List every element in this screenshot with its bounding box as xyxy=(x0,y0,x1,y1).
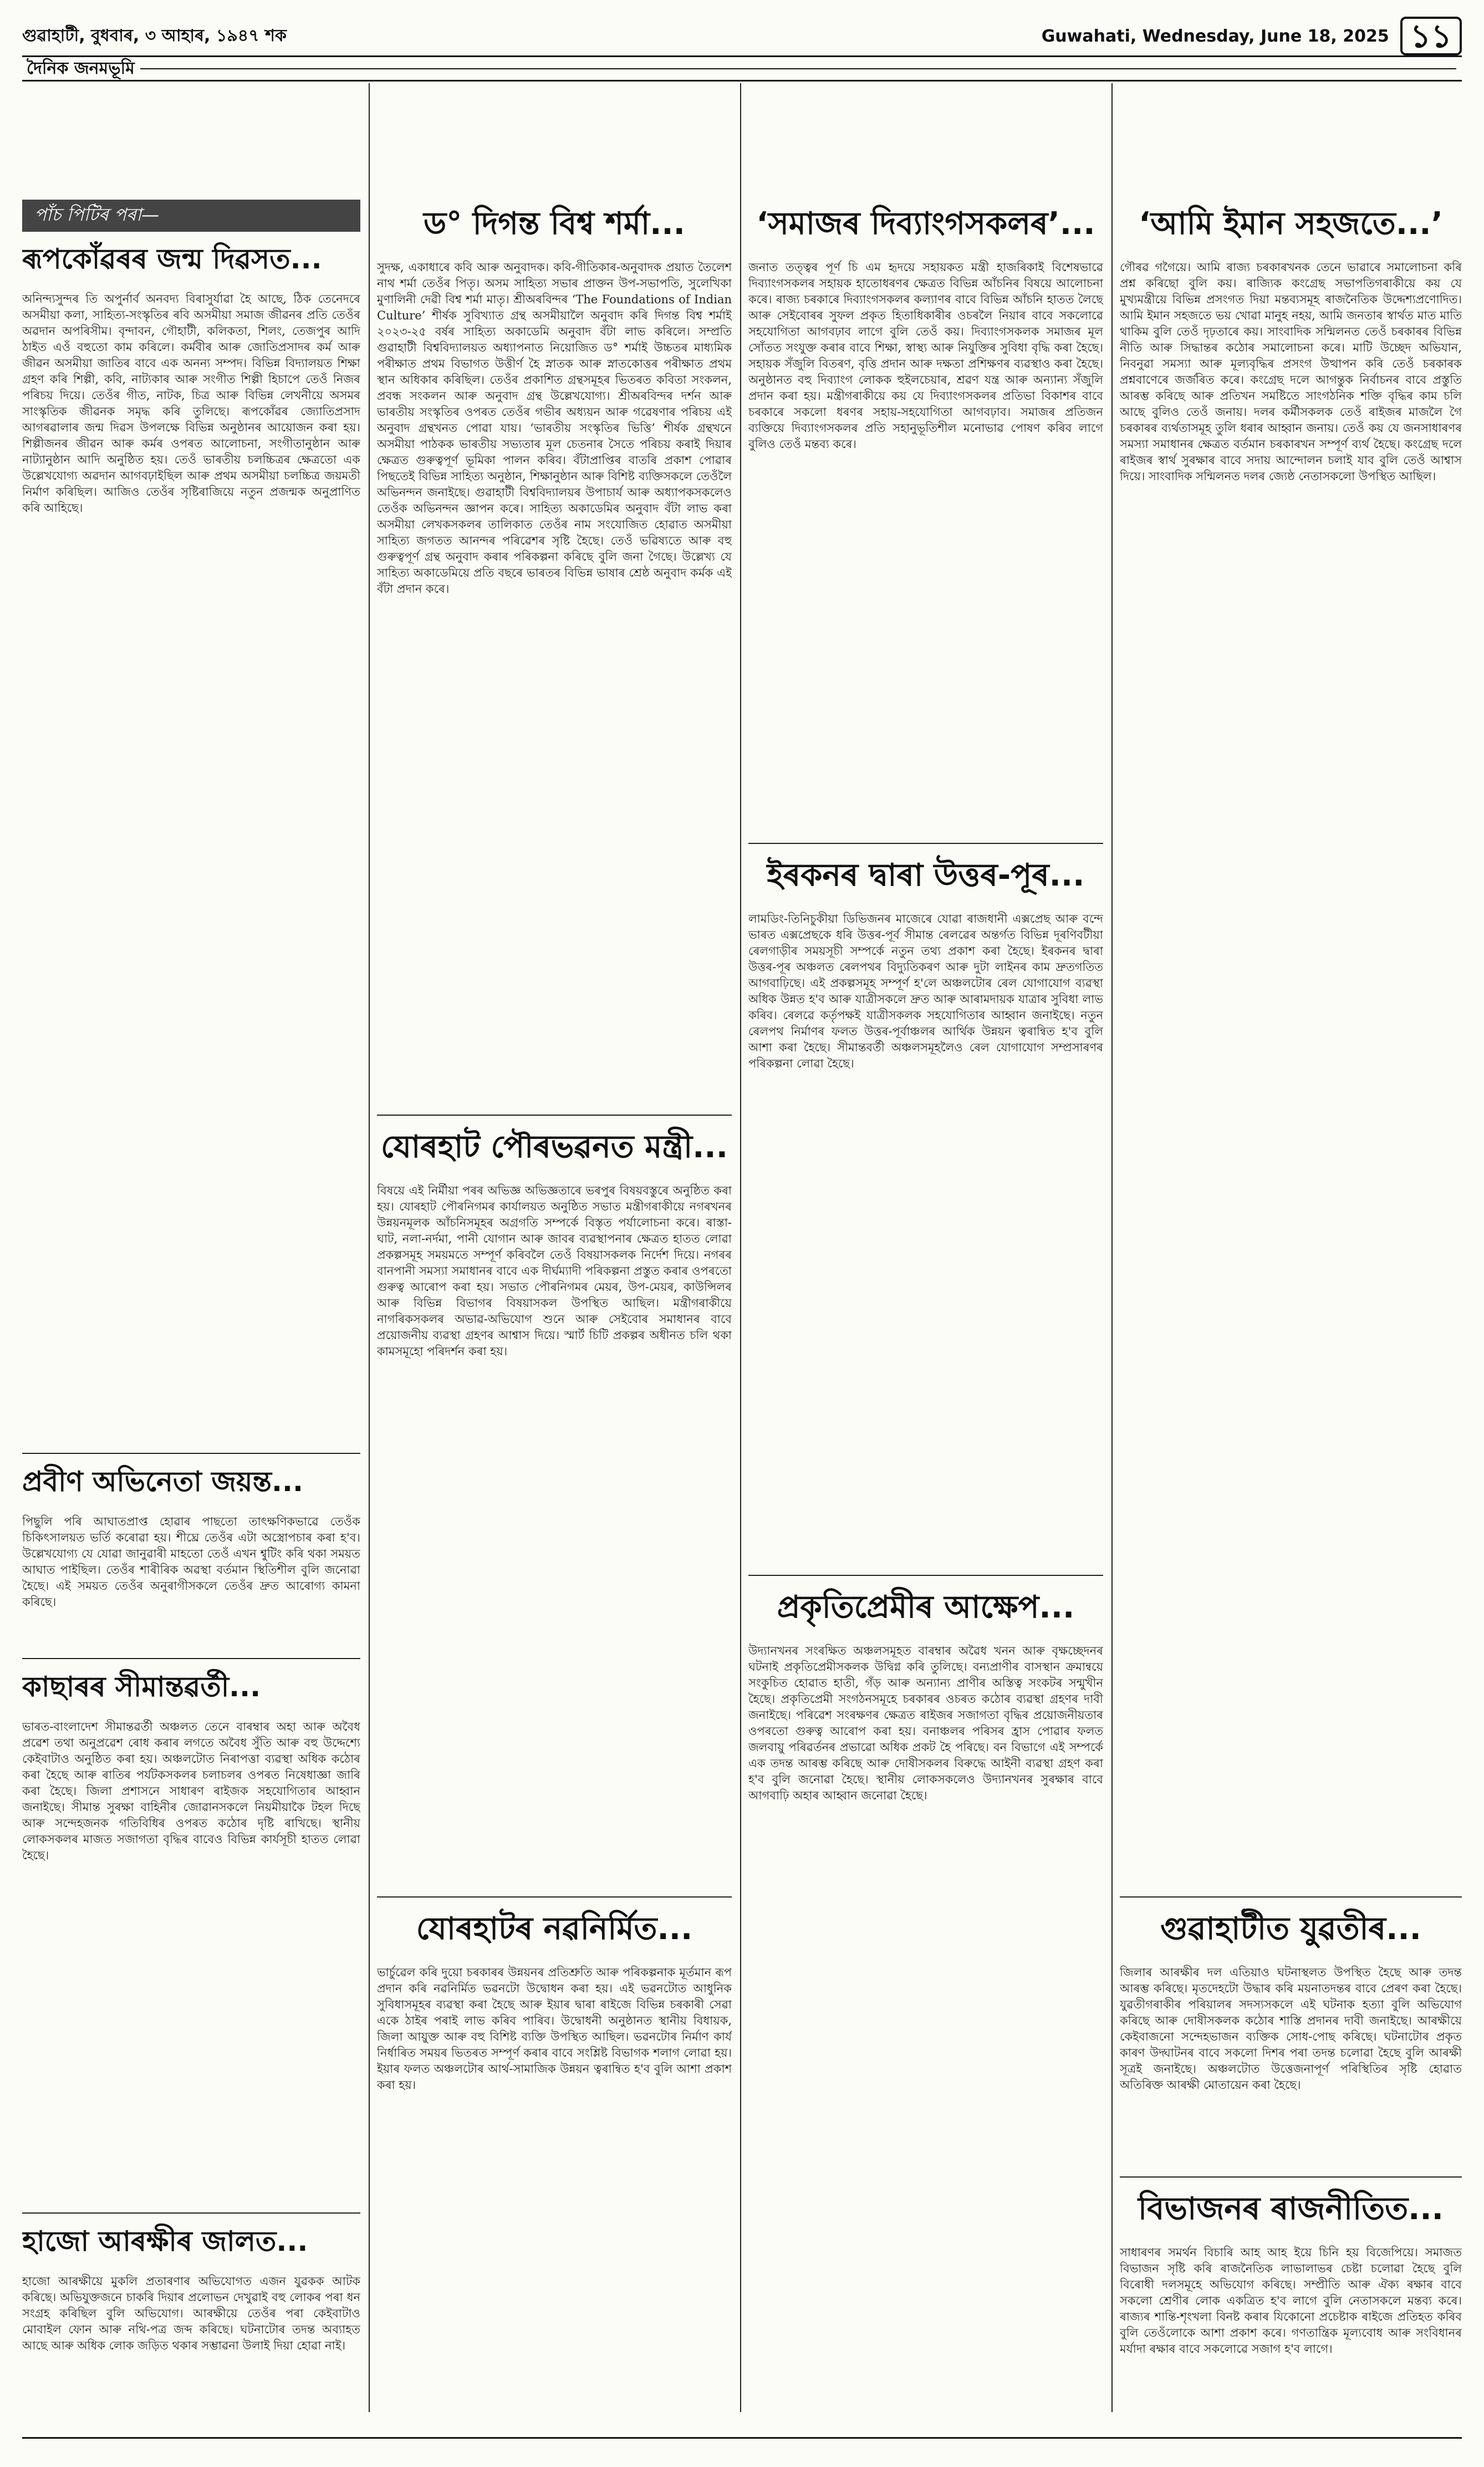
headline: হাজো আৰক্ষীৰ জালত... xyxy=(22,2225,308,2257)
story-incoming xyxy=(748,851,1103,1582)
story-divider xyxy=(377,1896,732,1898)
story-divider xyxy=(1120,1896,1462,1898)
story-divider xyxy=(377,1115,732,1116)
paper-name-band xyxy=(22,58,1462,82)
headline: প্ৰবীণ অভিনেতা জয়ন্ত... xyxy=(22,1466,303,1498)
band-rule xyxy=(140,68,1456,69)
headline: কাছাৰৰ সীমান্তৱৰ্তী... xyxy=(22,1671,261,1703)
page-number: ১১ xyxy=(1400,17,1462,55)
story-body: লামডিং-তিনিচুকীয়া ডিভিজনৰ মাজেৰে যোৱা ৰাজধানী এক্সপ্ৰেছ আৰু বন্দে ভাৰত এক্সপ্ৰেছকে ধৰি উত্তৰ-পূৰ্ব সীমান্ত ৰেলৱেৰ অন্তৰ্গত বিভিন্ন দূৰণিবটীয়া ৰেলগাড়ীৰ সময়সূচী সম্পৰ্কে নতুন তথ্য প্ৰকাশ কৰা হৈছে। ইৰকনৰ দ্বাৰা উত্তৰ-পূৰ অঞ্চলত ৰেলপথৰ বিদ্যুতিকৰণ আৰু দুটা লাইনৰ কাম দ্ৰুতগতিত আগবাঢ়িছে। এই প্ৰকল্পসমূহ সম্পূৰ্ণ হ'লে অঞ্চলটোৰ ৰেল যোগাযোগ ব্যৱস্থা অধিক উন্নত হ'ব আৰু যাত্ৰীসকলে দ্ৰুত আৰু আৰামদায়ক যাত্ৰাৰ সুবিধা লাভ কৰিব। ৰেলৱে কৰ্তৃপক্ষই যাত্ৰীসকলক সহযোগিতাৰ আহ্বান জনাইছে। নতুন ৰেলপথ নিৰ্মাণৰ ফলত উত্তৰ-পূৰ্বাঞ্চলৰ আৰ্থিক উন্নয়ন ত্বৰান্বিত হ'ব বুলি আশা কৰা হৈছে। সীমান্তবৰ্তী অঞ্চলসমূহলৈও ৰেল যোগাযোগ সম্প্ৰসাৰণৰ পৰিকল্পনা লোৱা হৈছে। xyxy=(748,912,1103,1070)
story-body: গৌৰৱ গগৈয়ে। আমি ৰাজ্য চৰকাৰখনক তেনে ভাৱাৰে সমালোচনা কৰি প্ৰশ্ন কৰিছো বুলি কয়। ৰাজ্যিক কংগ্ৰেছ সভাপতিগৰাকীয়ে কয় যে মুখ্যমন্ত্ৰীয়ে বিভিন্ন প্ৰসংগত দিয়া মন্তব্যসমূহ ৰাজনৈতিক উদ্দেশ্যপ্ৰণোদিত। আমি ইমান সহজতে ভয় খোৱা মানুহ নহয়, আমি জনতাৰ স্বাৰ্থত মাত মাতি থাকিম বুলি তেওঁ দৃঢ়তাৰে কয়। সাংবাদিক সন্মিলনত তেওঁ চৰকাৰৰ বিভিন্ন নীতি আৰু সিদ্ধান্তৰ কঠোৰ সমালোচনা কৰে। মাটি উচ্ছেদ অভিযান, নিবনুৱা সমস্যা আৰু মূল্যবৃদ্ধিৰ প্ৰসংগ উত্থাপন কৰি তেওঁ চৰকাৰক প্ৰশ্নবাণেৰে জৰ্জৰিত কৰে। কংগ্ৰেছ দলে আগন্তুক নিৰ্বাচনৰ বাবে প্ৰস্তুতি আৰম্ভ কৰিছে আৰু প্ৰতিখন সমষ্টিতে সাংগঠনিক শক্তি বৃদ্ধিৰ কাম চলি আছে বুলিও তেওঁ জনায়। দলৰ কৰ্মীসকলক তেওঁ ৰাইজৰ মাজলৈ গৈ চৰকাৰৰ ব্যৰ্থতাসমূহ তুলি ধৰাৰ আহ্বান জনায়। তেওঁ কয় যে জনসাধাৰণৰ সমস্যা সমাধানৰ ক্ষেত্ৰত বৰ্তমান চৰকাৰখন সম্পূৰ্ণ ব্যৰ্থ হৈছে। কংগ্ৰেছ দলে ৰাইজৰ স্বাৰ্থ সুৰক্ষাৰ বাবে সদায় আন্দোলন চলাই যাব বুলি তেওঁ আশ্বাস দিয়ে। সাংবাদিক সন্মিলনত দলৰ জ্যেষ্ঠ নেতাসকলো উপস্থিত আছিল। xyxy=(1120,261,1462,483)
column-divider xyxy=(369,83,370,2412)
story-divider xyxy=(22,2212,360,2214)
headline: গুৱাহাটীত যুৱতীৰ... xyxy=(1160,1911,1421,1947)
story-body: অনিন্দ্যসুন্দৰ তি অপুৰ্নাৰ্ব অনবদ্য বিৰাসুৰ্যাৱা হৈ আছে, ঠিক তেনেদৰে অসমীয়া কলা, সাহিত্য-সংস্কৃতিৰ ৰবি অসমীয়া সমাজ জীৱনৰ প্ৰতি তেওঁৰ অৱদান অপৰিসীম। বৃন্দাবন, গৌহাটী, কলিকতা, শিলং, তেজপুৰ আদি ঠাইত এওঁ বহুতো কাম কৰিলে। কৰ্মবীৰ আৰু জোতিপ্ৰসাদৰ কৰ্ম আৰু জীৱন অসমীয়া জাতিৰ বাবে এক অনন্য সম্পদ। বিভিন্ন বিদ্যালয়ত শিক্ষা গ্ৰহণ কৰি শিল্পী, কবি, নাট্যকাৰ আৰু সংগীত শিল্পী হিচাপে তেওঁ নিজৰ পৰিচয় দিয়ে। তেওঁৰ গীত, নাটক, চিত্ৰ আৰু বিভিন্ন লেখনীয়ে অসমৰ সাংস্কৃতিক জীৱনক সমৃদ্ধ কৰি তুলিছে। ৰূপকোঁৱৰ জ্যোতিপ্ৰসাদ আগৰৱালাৰ জন্ম দিৱস উপলক্ষে বিভিন্ন অনুষ্ঠানৰ আয়োজন কৰা হয়। শিল্পীজনৰ জীৱন আৰু কৰ্মৰ ওপৰত আলোচনা, সংগীতানুষ্ঠান আৰু নাট্যানুষ্ঠান আদি অনুষ্ঠিত হয়। তেওঁ ভাৰতীয় চলচ্চিত্ৰৰ ক্ষেত্ৰতো এক উল্লেখযোগ্য অৱদান আগবঢ়াইছিল আৰু প্ৰথম অসমীয়া চলচ্চিত্ৰ জয়মতী নিৰ্মাণ কৰিছিল। আজিও তেওঁৰ সৃষ্টিৰাজিয়ে নতুন প্ৰজন্মক অনুপ্ৰাণিত কৰি আহিছে। xyxy=(22,292,360,515)
story-jayanta xyxy=(22,1461,360,1664)
headline: যোৰহাট পৌৰভৱনত মন্ত্ৰী... xyxy=(381,1129,728,1165)
story-body: ভাৰত-বাংলাদেশ সীমান্তৱৰ্তী অঞ্চলত তেনে বাৰম্বাৰ অহা আৰু অবৈধ প্ৰৱেশ তথা অনুপ্ৰৱেশ ৰোধ কৰাৰ লগতে অবৈধ সুঁতি আৰু বহু উদ্দেশ্যে কেইবাটাও অনুষ্ঠিত কৰা হয়। অঞ্চলটোত নিৰাপত্তা ব্যৱস্থা অধিক কঠোৰ কৰা হৈছে আৰু ৰাতিৰ পৰ্যটকসকলৰ চলাচলৰ ওপৰত নিষেধাজ্ঞা জাৰি কৰা হৈছে। জিলা প্ৰশাসনে সাধাৰণ ৰাইজক সহযোগিতাৰ আহ্বান জনাইছে। সীমান্ত সুৰক্ষা বাহিনীৰ জোৱানসকলে নিয়মীয়াকৈ টহল দিছে আৰু সন্দেহজনক গতিবিধিৰ ওপৰত কঠোৰ দৃষ্টি ৰাখিছে। স্থানীয় লোকসকলৰ মাজত সজাগতা বৃদ্ধিৰ বাবেও বিভিন্ন কাৰ্যসূচী হাতত লোৱা হৈছে। xyxy=(22,1720,360,1862)
story-jorhat-minister xyxy=(377,1123,732,1904)
story-body: জিলাৰ আৰক্ষীৰ দল এতিয়াও ঘটনাস্থলত উপস্থিত হৈছে আৰু তদন্ত আৰম্ভ কৰিছে। মৃতদেহটো উদ্ধাৰ কৰি ময়নাতদন্তৰ বাবে প্ৰেৰণ কৰা হৈছে। যুৱতীগৰাকীৰ পৰিয়ালৰ সদস্যসকলে এই ঘটনাক হত্যা বুলি অভিযোগ কৰিছে আৰু দোষীসকলক কঠোৰ শাস্তি প্ৰদানৰ দাবী জনাইছে। আৰক্ষীয়ে কেইবাজনো সন্দেহভাজন ব্যক্তিক সোধ-পোছ কৰিছে। ঘটনাটোৰ প্ৰকৃত কাৰণ উদ্ঘাটনৰ বাবে সকলো দিশৰ পৰা তদন্ত চলোৱা হৈছে বুলি আৰক্ষী সূত্ৰই জনাইছে। অঞ্চলটোত উত্তেজনাপূৰ্ণ পৰিস্থিতিৰ সৃষ্টি হোৱাত অতিৰিক্ত আৰক্ষী মোতায়েন কৰা হৈছে। xyxy=(1120,1966,1462,2092)
story-body: সাধাৰণৰ সমৰ্থন বিচাৰি আহ আহ ইয়ে চিনি হয় বিজেপিয়ে। সমাজত বিভাজন সৃষ্টি কৰি ৰাজনৈতিক লাভালাভৰ চেষ্টা চলোৱা হৈছে বুলি বিৰোধী দলসমূহে অভিযোগ কৰিছে। সম্প্ৰীতি আৰু ঐক্য ৰক্ষাৰ বাবে সকলো শ্ৰেণীৰ লোক একত্ৰিত হ'ব লাগে বুলি নেতাসকলে মন্তব্য কৰে। ৰাজ্যৰ শান্তি-শৃংখলা বিনষ্ট কৰাৰ যিকোনো প্ৰচেষ্টাক ৰাইজে প্ৰতিহত কৰিব বুলি তেওঁলোকে আশা প্ৰকাশ কৰে। গণতান্ত্ৰিক মূল্যবোধ আৰু সংবিধানৰ মৰ্যাদা ৰক্ষাৰ বাবে সকলোৱে সজাগ হ'ব লাগে। xyxy=(1120,2246,1462,2356)
story-divider xyxy=(22,1658,360,1659)
story-body: পিছুলি পৰি আঘাতপ্ৰাপ্ত হোৱাৰ পাছতো তাৎক্ষণিকভাৱে তেওঁক চিকিৎসালয়ত ভৰ্তি কৰোৱা হয়। শীঘ্ৰে তেওঁৰ এটা অস্ত্ৰোপচাৰ কৰা হ'ব। উল্লেখযোগ্য যে যোৱা জানুৱাৰী মাহতো তেওঁ এখন শ্বুটিং কৰি থকা সময়ত আঘাত পাইছিল। তেওঁৰ শাৰীৰিক অৱস্থা বৰ্তমান স্থিতিশীল বুলি জনোৱা হৈছে। এই সময়ত তেওঁৰ অনুৰাগীসকলে তেওঁৰ দ্ৰুত আৰোগ্য কামনা কৰিছে। xyxy=(22,1515,360,1609)
story-divyang xyxy=(748,200,1103,847)
headline: ‘আমি ইমান সহজতে...’ xyxy=(1139,206,1443,242)
paper-name: দৈনিক জনমভূমি xyxy=(27,58,135,78)
story-iman xyxy=(1120,200,1462,1901)
headline: ড° দিগন্ত বিশ্ব শৰ্মা... xyxy=(424,206,685,242)
story-divider xyxy=(748,1575,1103,1576)
headline: ইৰকনৰ দ্বাৰা উত্তৰ-পূৰ... xyxy=(767,857,1085,893)
headline: ৰূপকোঁৱৰৰ জন্ম দিৱসত... xyxy=(22,243,322,275)
section-label: পাঁচ পিটিৰ পৰা— xyxy=(22,200,360,232)
story-jorhat-construction xyxy=(377,1905,732,2441)
story-divider xyxy=(748,843,1103,844)
story-police xyxy=(22,2221,360,2440)
story-digant xyxy=(377,200,732,1125)
story-body: সুদক্ষ, একাধাৰে কবি আৰু অনুবাদক। কবি-গীতিকাৰ-অনুবাদক প্ৰয়াত তৈলেশ নাথ শৰ্মা তেওঁৰ পিতৃ। অসম সাহিত্য সভাৰ প্ৰাক্তন উপ-সভাপতি, সুলেখিকা মুণালিনী দেৱী বিশ্ব শৰ্মা মাতৃ। শ্ৰীঅৰবিন্দৰ ‘The Foundations of Indian Culture’ শীৰ্ষক সুবিখ্যাত গ্ৰন্থ অসমীয়ালৈ অনুবাদ কৰি দিগন্ত বিশ্ব শৰ্মাই ২০২৩-২৫ বৰ্ষৰ সাহিত্য অকাডেমি অনুবাদ বঁটা লাভ কৰিলে। সম্প্ৰতি গুৱাহাটী বিশ্ববিদ্যালয়ত অধ্যাপনাত নিয়োজিত ড° শৰ্মাই উচ্চতৰ মাধ্যমিক পৰীক্ষাত প্ৰথম বিভাগত উত্তীৰ্ণ হৈ স্নাতক আৰু স্নাতকোত্তৰ পৰীক্ষাত প্ৰথম স্থান অধিকাৰ কৰিছিল। তেওঁৰ প্ৰকাশিত গ্ৰন্থসমূহৰ ভিতৰত কবিতা সংকলন, প্ৰবন্ধ সংকলন আৰু অনুবাদ গ্ৰন্থ উল্লেখযোগ্য। শ্ৰীঅৰবিন্দৰ দৰ্শন আৰু ভাৰতীয় সংস্কৃতিৰ ওপৰত তেওঁৰ গভীৰ অধ্যয়ন আৰু গৱেষণাৰ পৰিচয় এই অনুবাদ গ্ৰন্থখনত পোৱা যায়। ‘ভাৰতীয় সংস্কৃতিৰ ভিত্তি’ শীৰ্ষক গ্ৰন্থখনে অসমীয়া পাঠকক ভাৰতীয় সভ্যতাৰ মূল চেতনাৰ সৈতে পৰিচয় কৰাই দিয়াৰ ক্ষেত্ৰত গুৰুত্বপূৰ্ণ ভূমিকা পালন কৰিব। বঁটাপ্ৰাপ্তিৰ বাতৰি প্ৰকাশ পোৱাৰ পিছতেই বিভিন্ন সাহিত্য অনুষ্ঠান, শিক্ষানুষ্ঠান আৰু বিশিষ্ট ব্যক্তিসকলে তেওঁলৈ অভিনন্দন জনাইছে। গুৱাহাটী বিশ্ববিদ্যালয়ৰ উপাচাৰ্য আৰু অধ্যাপকসকলেও তেওঁক অভিনন্দন জ্ঞাপন কৰে। সাহিত্য অকাডেমিৰ অনুবাদ বঁটা লাভ কৰা অসমীয়া লেখকসকলৰ তালিকাত তেওঁৰ নাম সংযোজিত হোৱাত অসমীয়া সাহিত্য জগতত আনন্দৰ পৰিৱেশৰ সৃষ্টি হৈছে। তেওঁ ভৱিষ্যতে আৰু বহু গুৰুত্বপূৰ্ণ গ্ৰন্থ অনুবাদ কৰাৰ পৰিকল্পনা কৰিছে বুলি জনা গৈছে। উল্লেখ্য যে সাহিত্য অকাডেমিয়ে প্ৰতি বছৰে ভাৰতৰ বিভিন্ন ভাষাৰ শ্ৰেষ্ঠ অনুবাদ কৰ্মক এই বঁটা প্ৰদান কৰে। xyxy=(377,261,732,596)
story-body: ভাৰ্চুৱেল কৰি দুয়ো চৰকাৰৰ উন্নয়নৰ প্ৰতিশ্ৰুতি আৰু পৰিকল্পনাক মূৰ্তমান ৰূপ প্ৰদান কৰি নৱনিৰ্মিত ভৱনটো উদ্বোধন কৰা হয়। এই ভৱনটোত আধুনিক সুবিধাসমূহৰ ব্যৱস্থা কৰা হৈছে আৰু ইয়াৰ দ্বাৰা ৰাইজে বিভিন্ন চৰকাৰী সেৱা একে ঠাইৰ পৰাই লাভ কৰিব পাৰিব। উদ্বোধনী অনুষ্ঠানত স্থানীয় বিধায়ক, জিলা আয়ুক্ত আৰু বহু বিশিষ্ট ব্যক্তি উপস্থিত আছিল। ভৱনটোৰ নিৰ্মাণ কাৰ্য নিৰ্ধাৰিত সময়ৰ ভিতৰত সম্পূৰ্ণ কৰাৰ বাবে সংশ্লিষ্ট বিভাগক শলাগ লোৱা হয়। ইয়াৰ ফলত অঞ্চলটোৰ আৰ্থ-সামাজিক উন্নয়ন ত্বৰান্বিত হ'ব বুলি আশা প্ৰকাশ কৰা হয়। xyxy=(377,1966,732,2092)
column-divider xyxy=(1111,83,1113,2412)
headline: বিভাজনৰ ৰাজনীতিত... xyxy=(1138,2191,1444,2227)
story-body: হাজো আৰক্ষীয়ে মুকলি প্ৰতাৰণাৰ অভিযোগত এজন যুৱকক আটক কৰিছে। অভিযুক্তজনে চাকৰি দিয়াৰ প্ৰলোভন দেখুৱাই বহু লোকৰ পৰা ধন সংগ্ৰহ কৰিছিল বুলি অভিযোগ। আৰক্ষীয়ে তেওঁৰ পৰা কেইবাটাও মোবাইল ফোন আৰু নথি-পত্ৰ জব্দ কৰিছে। ঘটনাটোৰ তদন্ত অব্যাহত আছে আৰু অধিক লোক জড়িত থকাৰ সম্ভাৱনা উলাই দিয়া হোৱা নাই। xyxy=(22,2275,360,2352)
page-bottom-rule xyxy=(22,2437,1462,2439)
english-date: Guwahati, Wednesday, June 18, 2025 xyxy=(1041,26,1389,46)
column-divider xyxy=(740,83,741,2412)
story-divider xyxy=(1120,2176,1462,2178)
story-body: জনাত তত্ত্বৰ পূৰ্ণ চি এম হৃদয়ে সহায়কত মন্ত্ৰী হাজৰিকাই বিশেষভাৱে দিব্যাংগসকলৰ সহায়ক হাতোধৰণৰ ক্ষেত্ৰত বিভিন্ন আঁচনিৰ বিষয়ে আলোচনা কৰে। ৰাজ্য চৰকাৰে দিব্যাংগসকলৰ কল্যাণৰ বাবে বিভিন্ন আঁচনি হাতত লৈছে আৰু সেইবোৰৰ সুফল প্ৰকৃত হিতাধিকাৰীৰ ওচৰলৈ নিয়াৰ বাবে সকলোৱে সহযোগিতা আগবঢ়াব লাগে বুলি তেওঁ কয়। দিব্যাংগসকলক সমাজৰ মূল সোঁতত সংযুক্ত কৰাৰ বাবে শিক্ষা, স্বাস্থ্য আৰু নিযুক্তিৰ সুবিধা বৃদ্ধি কৰা হৈছে। সহায়ক সঁজুলি বিতৰণ, বৃত্তি প্ৰদান আৰু দক্ষতা প্ৰশিক্ষণৰ ব্যৱস্থাও কৰা হৈছে। অনুষ্ঠানত বহু দিব্যাংগ লোকক হুইলচেয়াৰ, শ্ৰৱণ যন্ত্ৰ আৰু অন্যান্য সঁজুলি প্ৰদান কৰা হয়। মন্ত্ৰীগৰাকীয়ে কয় যে দিব্যাংগসকলৰ প্ৰতিভা বিকাশৰ বাবে চৰকাৰে সকলো ধৰণৰ সহায়-সহযোগিতা আগবঢ়াব। সমাজৰ প্ৰতিজন ব্যক্তিয়ে দিব্যাংগসকলৰ প্ৰতি সহানুভূতিশীল মনোভাৱ পোষণ কৰিব লাগে বুলিও তেওঁ মন্তব্য কৰে। xyxy=(748,261,1103,451)
story-division xyxy=(1120,2185,1462,2439)
headline: ‘সমাজৰ দিব্যাংগসকলৰ’... xyxy=(756,206,1095,242)
story-woman xyxy=(1120,1905,1462,2181)
story-body: উদ্যানখনৰ সংৰক্ষিত অঞ্চলসমূহত বাৰম্বাৰ অৱৈধ খনন আৰু বৃক্ষচ্ছেদনৰ ঘটনাই প্ৰকৃতিপ্ৰেমীসকলক উদ্বিগ্ন কৰি তুলিছে। বন্যপ্ৰাণীৰ বাসস্থান ক্ৰমান্বয়ে সংকুচিত হোৱাত হাতী, গঁড় আৰু অন্যান্য প্ৰাণীৰ অস্তিত্ব সংকটৰ সন্মুখীন হৈছে। প্ৰকৃতিপ্ৰেমী সংগঠনসমূহে চৰকাৰৰ ওচৰত কঠোৰ ব্যৱস্থা গ্ৰহণৰ দাবী জনাইছে। পৰিৱেশ সংৰক্ষণৰ ক্ষেত্ৰত ৰাইজৰ সজাগতা বৃদ্ধিৰ প্ৰয়োজনীয়তাৰ ওপৰতো গুৰুত্ব আৰোপ কৰা হয়। বনাঞ্চলৰ পৰিসৰ হ্ৰাস পোৱাৰ ফলত জলবায়ু পৰিৱৰ্তনৰ প্ৰভাৱো অধিক প্ৰকট হৈ পৰিছে। বন বিভাগে এই সম্পৰ্কে এক তদন্ত আৰম্ভ কৰিছে আৰু দোষীসকলৰ বিৰুদ্ধে আইনী ব্যৱস্থা গ্ৰহণ কৰা হ'ব বুলি জনোৱা হৈছে। স্থানীয় লোকসকলেও উদ্যানখনৰ সুৰক্ষাৰ বাবে আগবাঢ়ি অহাৰ আহ্বান জনোৱা হৈছে। xyxy=(748,1644,1103,1802)
story-nature xyxy=(748,1583,1103,2441)
date-block xyxy=(1042,17,1462,55)
story-cachar xyxy=(22,1666,360,2229)
headline: প্ৰকৃতিপ্ৰেমীৰ আক্ষেপ... xyxy=(777,1589,1075,1625)
headline: যোৰহাটৰ নৱনিৰ্মিত... xyxy=(416,1911,693,1947)
story-divider xyxy=(22,1453,360,1454)
story-rupkonwar xyxy=(22,238,360,1483)
dateline-bar xyxy=(22,17,1462,57)
story-body: বিষয়ে এই নিৰ্মীয়া পৰৰ অভিজ্ঞ অভিজ্ঞতাৰে ভৰপুৰ বিষয়বস্তুৰে অনুষ্ঠিত কৰা হয়। যোৰহাট পৌৰনিগমৰ কাৰ্যালয়ত অনুষ্ঠিত সভাত মন্ত্ৰীগৰাকীয়ে নগৰখনৰ উন্নয়নমূলক আঁচনিসমূহৰ অগ্ৰগতি সম্পৰ্কে বিস্তৃত পৰ্যালোচনা কৰে। ৰাস্তা-ঘাট, নলা-নৰ্দমা, পানী যোগান আৰু জাবৰ ব্যৱস্থাপনাৰ ক্ষেত্ৰত হাতত লোৱা প্ৰকল্পসমূহ সময়মতে সম্পূৰ্ণ কৰিবলৈ তেওঁ বিষয়াসকলক নিৰ্দেশ দিয়ে। নগৰৰ বানপানী সমস্যা সমাধানৰ বাবে এক দীৰ্ঘম্যাদী পৰিকল্পনা প্ৰস্তুত কৰাৰ ওপৰতো গুৰুত্ব আৰোপ কৰা হয়। সভাত পৌৰনিগমৰ মেয়ৰ, উপ-মেয়ৰ, কাউন্সিলৰ আৰু বিভিন্ন বিভাগৰ বিষয়াসকল উপস্থিত আছিল। মন্ত্ৰীগৰাকীয়ে নাগৰিকসকলৰ অভাৱ-অভিযোগ শুনে আৰু সেইবোৰ সমাধানৰ বাবে প্ৰয়োজনীয় ব্যৱস্থা গ্ৰহণৰ আশ্বাস দিয়ে। স্মাৰ্ট চিটি প্ৰকল্পৰ অধীনত চলি থকা কামসমূহো পৰিদৰ্শন কৰা হয়। xyxy=(377,1184,732,1358)
assamese-date: গুৱাহাটী, বুধবাৰ, ৩ আহাৰ, ১৯৪৭ শক xyxy=(22,26,287,45)
